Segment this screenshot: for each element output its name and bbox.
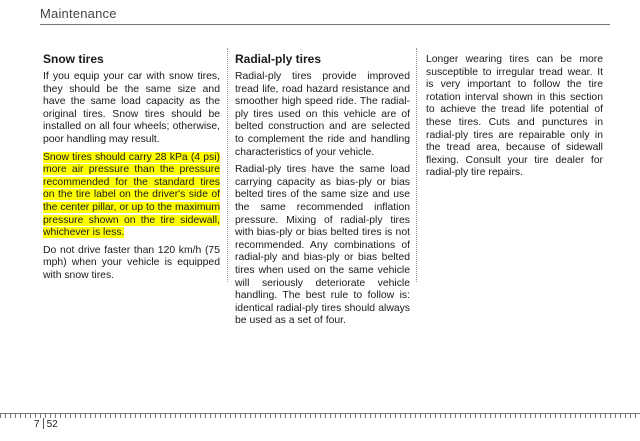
snow-tires-column	[43, 52, 220, 288]
radial-ply-column	[235, 52, 410, 333]
column-separator	[416, 48, 417, 282]
tread-wear-column	[426, 54, 603, 185]
page-number	[34, 418, 58, 430]
section-header: Maintenance	[40, 6, 117, 21]
radial-ply-heading: Radial-ply tires	[235, 52, 322, 66]
snow-tires-paragraph-1: If you equip your car with snow tires, they should be the same size and have the same load capacity as the original tires. Snow tires should be installed on all four wheels; otherwise, poor handling may result.	[43, 71, 220, 145]
radial-ply-paragraph-2: Radial-ply tires have the same load carrying capacity as bias-ply or bias belted tires of the same size and use the same recommended inflation pressure. Mixing of radial-ply tires with bias-ply or bias belted tires is not recommended. Any combinations of radial-ply and bias-ply or bias belted tires when used on the same vehicle will seriously deteriorate vehicle handling. The best rule to follow is: identical radial-ply tires should always be used as a set of four.	[235, 164, 410, 327]
header-divider	[40, 24, 610, 25]
radial-ply-paragraph-1: Radial-ply tires provide improved tread life, road hazard resistance and smoother high speed ride. The radial-ply tires used on this vehicle are of belted construction and are selected to complement the ride and handling characteristics of your vehicle.	[235, 71, 410, 158]
page-number-value: 52	[46, 419, 58, 430]
snow-tires-paragraph-3: Do not drive faster than 120 km/h (75 mph) when your vehicle is equipped with snow tires.	[43, 244, 220, 281]
tread-wear-paragraph: Longer wearing tires can be more susceptible to irregular tread wear. It is very important to follow the tire rotation interval shown in this section to achieve the tread life potential of these tires. Cuts and punctures in radial-ply tires are repairable only in the tread area, because of sidewall flexing. Consult your tire dealer for radial-ply tire repairs.	[426, 54, 603, 179]
highlighted-text: Snow tires should carry 28 kPa (4 psi) more air pressure than the pressure recommended for the standard tires on the tire label on the driver's side of the center pillar, or up to the maximum pressure shown on the tire sidewall, whichever is less.	[43, 151, 220, 239]
chapter-number: 7	[34, 419, 40, 430]
footer-divider	[0, 413, 640, 414]
snow-tires-paragraph-2	[43, 152, 220, 240]
page-number-divider	[43, 418, 44, 429]
column-separator	[227, 48, 228, 282]
snow-tires-heading: Snow tires	[43, 52, 104, 66]
